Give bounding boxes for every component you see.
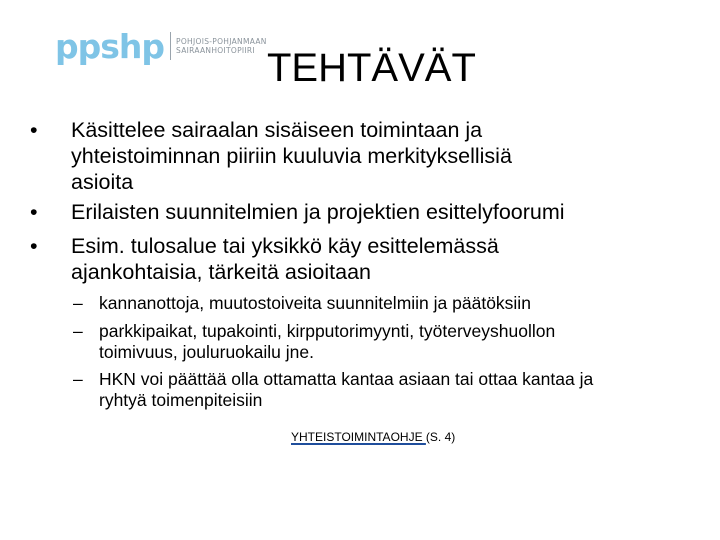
logo-divider [170, 32, 171, 60]
subbullet-marker: – [73, 293, 83, 313]
bullet-1-line-3: asioita [71, 170, 134, 194]
subbullet-marker: – [73, 369, 83, 389]
logo-text [176, 37, 267, 55]
logo-text-line-2: SAIRAANHOITOPIIRI [176, 46, 255, 55]
bullet-marker: • [30, 118, 38, 142]
bullet-marker: • [30, 200, 38, 224]
subbullet-3-line-2: ryhtyä toimenpiteisiin [99, 390, 263, 410]
ppshp-logo [55, 26, 267, 66]
subbullet-marker: – [73, 321, 83, 341]
subbullet-1-line-1: kannanottoja, muutostoiveita suunnitelmiin ja päätöksiin [99, 293, 531, 313]
reference-page: (S. 4) [425, 430, 456, 444]
slide-title: TEHTÄVÄT [267, 46, 476, 90]
bullet-3-line-1: Esim. tulosalue tai yksikkö käy esittelemässä [71, 234, 499, 258]
subbullet-3-line-1: HKN voi päättää olla ottamatta kantaa asiaan tai ottaa kantaa ja [99, 369, 594, 389]
bullet-3-line-2: ajankohtaisia, tärkeitä asioitaan [71, 260, 371, 284]
subbullet-2-line-1: parkkipaikat, tupakointi, kirpputorimyynti, työterveyshuollon [99, 321, 556, 341]
bullet-1-line-1: Käsittelee sairaalan sisäiseen toimintaan ja [71, 118, 483, 142]
logo-mark: ppshp [55, 26, 165, 66]
subbullet-2-line-2: toimivuus, jouluruokailu jne. [99, 342, 314, 362]
bullet-1-line-2: yhteistoiminnan piiriin kuuluvia merkityksellisiä [71, 144, 512, 168]
logo-text-line-1: POHJOIS-POHJANMAAN [176, 37, 267, 46]
bullet-marker: • [30, 234, 38, 258]
reference-line [291, 430, 455, 445]
yhteistoimintaohje-link[interactable]: YHTEISTOIMINTAOHJE [291, 430, 426, 444]
bullet-2-line-1: Erilaisten suunnitelmien ja projektien esittelyfoorumi [71, 200, 565, 224]
